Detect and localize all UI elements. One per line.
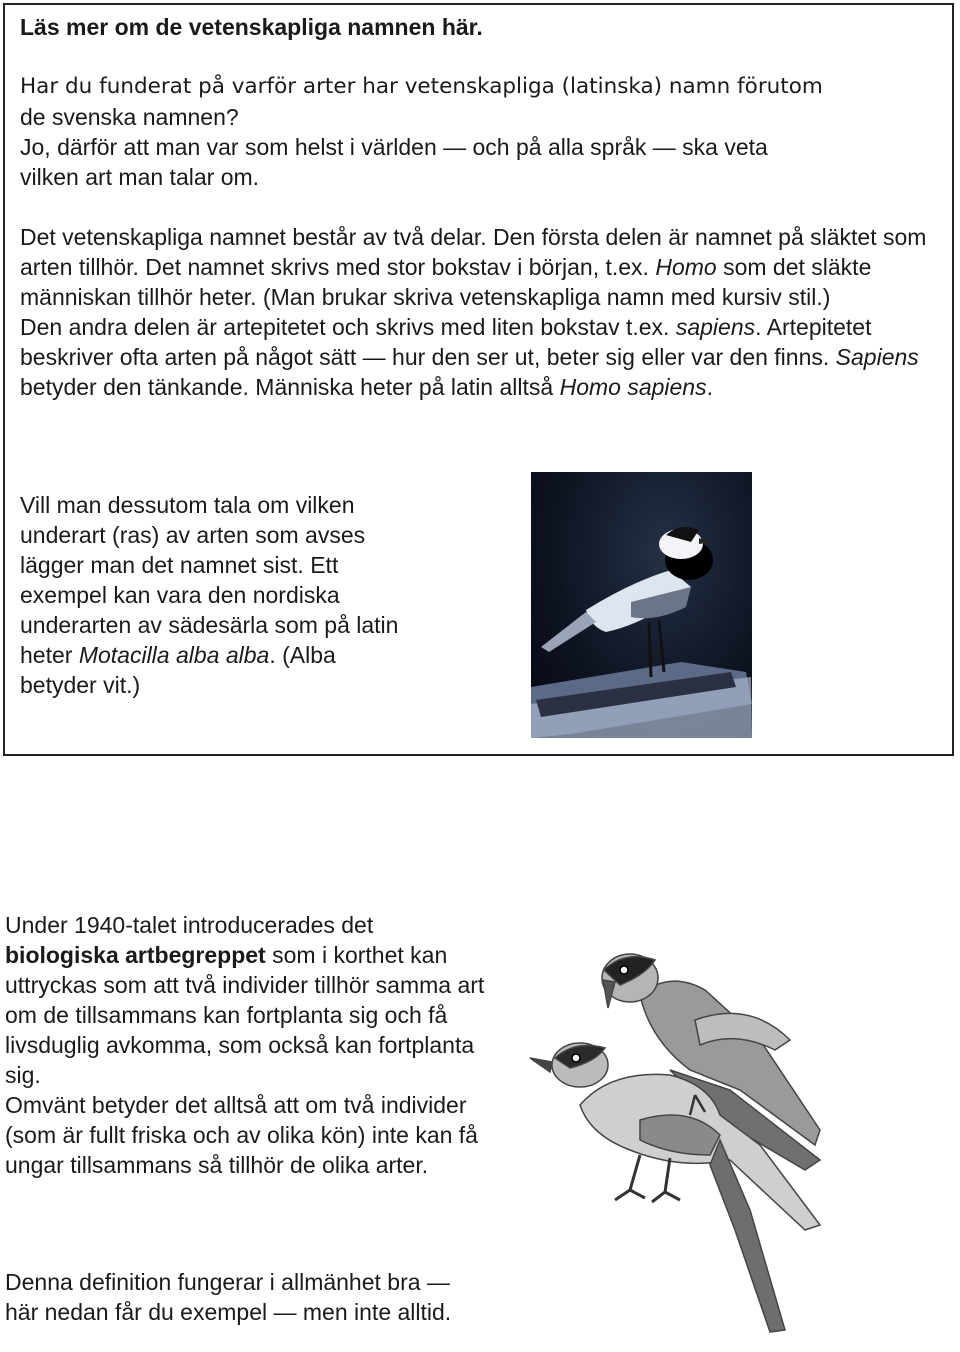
- converse-text: Omvänt betyder det alltså att om två individer (som är fullt friska och av olika kön) inte kan få ungar tillsammans så tillhör de olika arter.: [5, 1092, 478, 1178]
- species-name-example: Homo sapiens: [559, 374, 707, 400]
- wagtail-photo-illustration: [531, 472, 752, 738]
- two-birds-drawing: [520, 930, 850, 1335]
- subspecies-text-part-1: Vill man dessutom tala om vilken underart (ras) av arten som avses lägger man det namnet sist.: [20, 492, 366, 578]
- naming-text-part-3: som det släkte människan tillhör heter. (Man brukar skriva vetenskapliga namn med kursiv stil.): [20, 254, 872, 310]
- subspecies-latin-name: Motacilla alba alba: [78, 642, 270, 668]
- subspecies-paragraph: [20, 490, 415, 700]
- naming-text-part-6: betyder den tänkande. Människa heter på latin alltså: [20, 374, 560, 400]
- intro-paragraph: [20, 72, 950, 192]
- subspecies-text-part-2: Ett exempel kan vara den nordiska underarten av sädesärla som på latin heter: [20, 552, 399, 668]
- naming-text-part-7: .: [706, 374, 713, 400]
- definition-note-text: Denna definition fungerar i allmänhet bra — här nedan får du exempel — men inte alltid.: [5, 1269, 452, 1325]
- two-birds-illustration: [520, 930, 850, 1335]
- naming-text-part-4: Den andra delen är artepitetet och skrivs med liten bokstav t.ex.: [20, 314, 676, 340]
- naming-text-part-1: Det vetenskapliga namnet består av två delar. Den första delen är namnet på släktet som arten tillhör.: [20, 224, 927, 280]
- genus-example: Homo: [655, 254, 717, 280]
- subspecies-text-part-3: . (Alba betyder vit.): [20, 642, 336, 698]
- definition-note-paragraph: [5, 1267, 485, 1327]
- epithet-example: sapiens: [675, 314, 756, 340]
- species-concept-paragraph: [5, 910, 485, 1180]
- species-concept-text-1: Under 1940-talet introducerades det: [5, 912, 374, 938]
- naming-text-part-5: . Artepitetet beskriver ofta arten på något sätt — hur den ser ut, beter sig eller var den finns.: [20, 314, 872, 370]
- intro-line-2: de svenska namnen?: [20, 104, 239, 130]
- naming-text-part-2: Det namnet skrivs med stor bokstav i början, t.ex.: [138, 254, 656, 280]
- species-concept-text-2: som i korthet kan uttryckas som att två individer tillhör samma art om de tillsammans kan fortplanta sig och få livsduglig avkomma, som också kan fortplanta sig.: [5, 942, 485, 1088]
- wagtail-photo: [531, 472, 752, 738]
- info-box-heading: Läs mer om de vetenskapliga namnen här.: [20, 14, 483, 40]
- intro-line-1: Har du funderat på varför arter har vetenskapliga (latinska) namn förutom: [20, 74, 823, 99]
- intro-line-4: vilken art man talar om.: [20, 164, 260, 190]
- biological-species-concept: biologiska artbegreppet: [5, 942, 266, 968]
- epithet-example-2: Sapiens: [835, 344, 919, 370]
- intro-line-3: Jo, därför att man var som helst i världen — och på alla språk — ska veta: [20, 134, 768, 160]
- naming-paragraph: [20, 222, 950, 402]
